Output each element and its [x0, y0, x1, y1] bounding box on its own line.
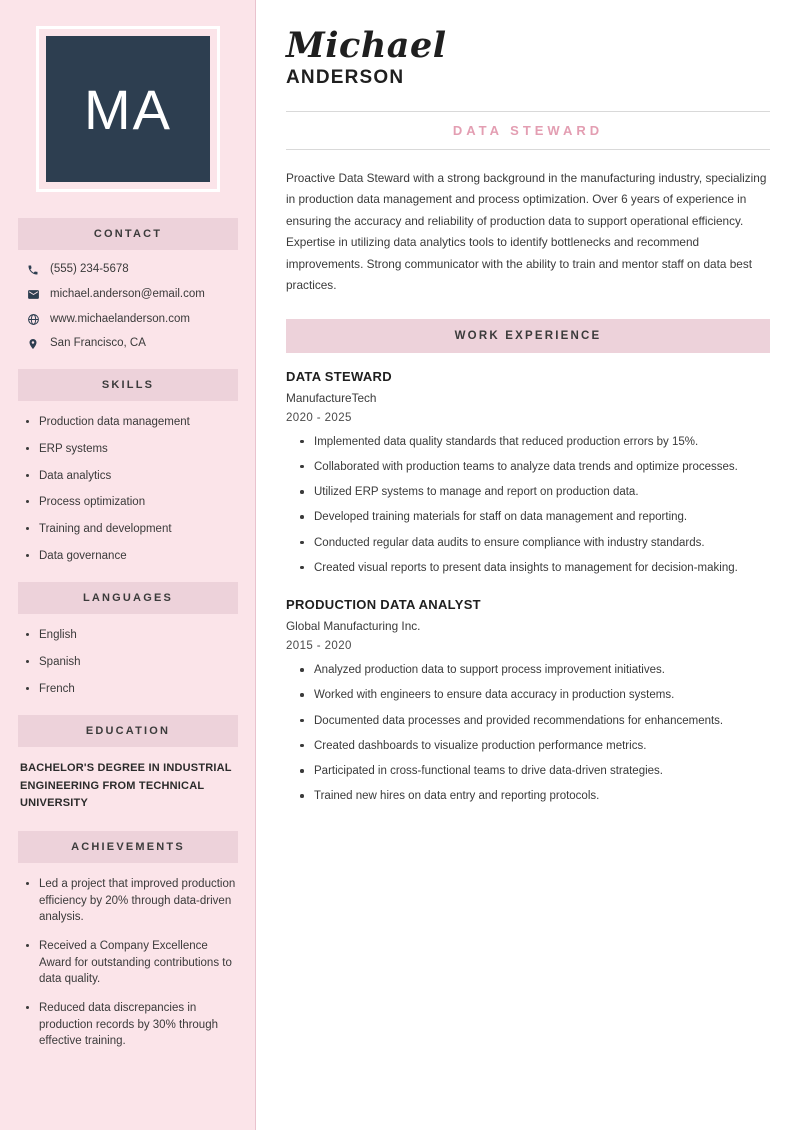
list-item: Trained new hires on data entry and reporting protocols. — [300, 788, 770, 805]
list-item: Collaborated with production teams to analyze data trends and optimize processes. — [300, 459, 770, 476]
languages-section — [18, 582, 238, 697]
monogram-box — [46, 36, 210, 182]
achievements-list — [18, 876, 238, 1050]
job-role: PRODUCTION DATA ANALYST — [286, 597, 481, 613]
skills-heading: SKILLS — [18, 369, 238, 401]
location-pin-icon — [24, 338, 42, 350]
list-item: Utilized ERP systems to manage and report on production data. — [300, 484, 770, 501]
avatar — [36, 26, 220, 192]
list-item: Created dashboards to visualize production performance metrics. — [300, 738, 770, 755]
contact-item-website — [24, 313, 238, 327]
list-item: Implemented data quality standards that reduced production errors by 15%. — [300, 434, 770, 451]
list-item: Production data management — [26, 414, 238, 431]
sidebar — [0, 0, 256, 1130]
list-item: Participated in cross-functional teams to drive data-driven strategies. — [300, 763, 770, 780]
work-experience-heading: WORK EXPERIENCE — [286, 319, 770, 353]
list-item: Conducted regular data audits to ensure compliance with industry standards. — [300, 535, 770, 552]
list-item: Reduced data discrepancies in production records by 30% through effective training. — [26, 1000, 238, 1050]
list-item: Documented data processes and provided recommendations for enhancements. — [300, 713, 770, 730]
first-name: Michael — [286, 25, 447, 66]
list-item: French — [26, 681, 238, 698]
achievements-section — [18, 831, 238, 1050]
contact-location-text: San Francisco, CA — [50, 337, 146, 350]
education-heading: EDUCATION — [18, 715, 238, 747]
list-item: ERP systems — [26, 441, 238, 458]
list-item: Training and development — [26, 521, 238, 538]
resume-header — [286, 25, 770, 89]
experience-entry — [286, 369, 770, 578]
globe-icon — [24, 313, 42, 326]
monogram-initials: MA — [84, 77, 172, 141]
list-item: Spanish — [26, 654, 238, 671]
main-content — [256, 0, 800, 1130]
job-dates: 2015 - 2020 — [286, 640, 352, 653]
education-section — [18, 715, 238, 813]
job-company: Global Manufacturing Inc. — [286, 619, 421, 634]
contact-item-email — [24, 288, 238, 302]
job-bullet-list — [286, 662, 770, 806]
skills-section — [18, 369, 238, 564]
list-item: Data governance — [26, 548, 238, 565]
contact-website-text: www.michaelanderson.com — [50, 312, 190, 325]
page-title: DATA STEWARD — [452, 122, 604, 138]
experience-entry — [286, 597, 770, 806]
contact-list — [18, 263, 238, 351]
contact-item-phone — [24, 263, 238, 277]
last-name: ANDERSON — [286, 66, 405, 88]
list-item: Developed training materials for staff on data management and reporting. — [300, 509, 770, 526]
list-item: Created visual reports to present data insights to management for decision-making. — [300, 560, 770, 577]
email-icon — [24, 288, 42, 301]
list-item: Led a project that improved production efficiency by 20% through data-driven analysis. — [26, 876, 238, 926]
list-item: Received a Company Excellence Award for outstanding contributions to data quality. — [26, 938, 238, 988]
contact-section — [18, 218, 238, 351]
contact-item-location — [24, 337, 238, 351]
job-bullet-list — [286, 434, 770, 578]
list-item: Analyzed production data to support process improvement initiatives. — [300, 662, 770, 679]
phone-icon — [24, 264, 42, 276]
languages-heading: LANGUAGES — [18, 582, 238, 614]
list-item: Worked with engineers to ensure data accuracy in production systems. — [300, 687, 770, 704]
education-degree: BACHELOR'S DEGREE IN INDUSTRIAL ENGINEERING FROM TECHNICAL UNIVERSITY — [20, 762, 232, 810]
contact-heading: CONTACT — [18, 218, 238, 250]
job-company: ManufactureTech — [286, 390, 377, 405]
list-item: English — [26, 627, 238, 644]
job-role: DATA STEWARD — [286, 368, 392, 384]
contact-email-text: michael.anderson@email.com — [50, 287, 205, 300]
list-item: Process optimization — [26, 494, 238, 511]
skills-list — [18, 414, 238, 564]
achievements-heading: ACHIEVEMENTS — [18, 831, 238, 863]
job-title-banner — [286, 111, 770, 150]
job-dates: 2020 - 2025 — [286, 411, 352, 424]
languages-list — [18, 627, 238, 697]
professional-summary: Proactive Data Steward with a strong background in the manufacturing industry, specializing in production data management and process optimization. Over 6 years of experience in ensuring the accuracy and reliability of production data to support operational efficiency. Expertise in utilizing data analytics tools to identify bottlenecks and recommend improvements. Strong communicator with the ability to train and mentor staff on data best practices. — [286, 170, 767, 293]
contact-phone-text: (555) 234-5678 — [50, 263, 129, 275]
list-item: Data analytics — [26, 468, 238, 485]
